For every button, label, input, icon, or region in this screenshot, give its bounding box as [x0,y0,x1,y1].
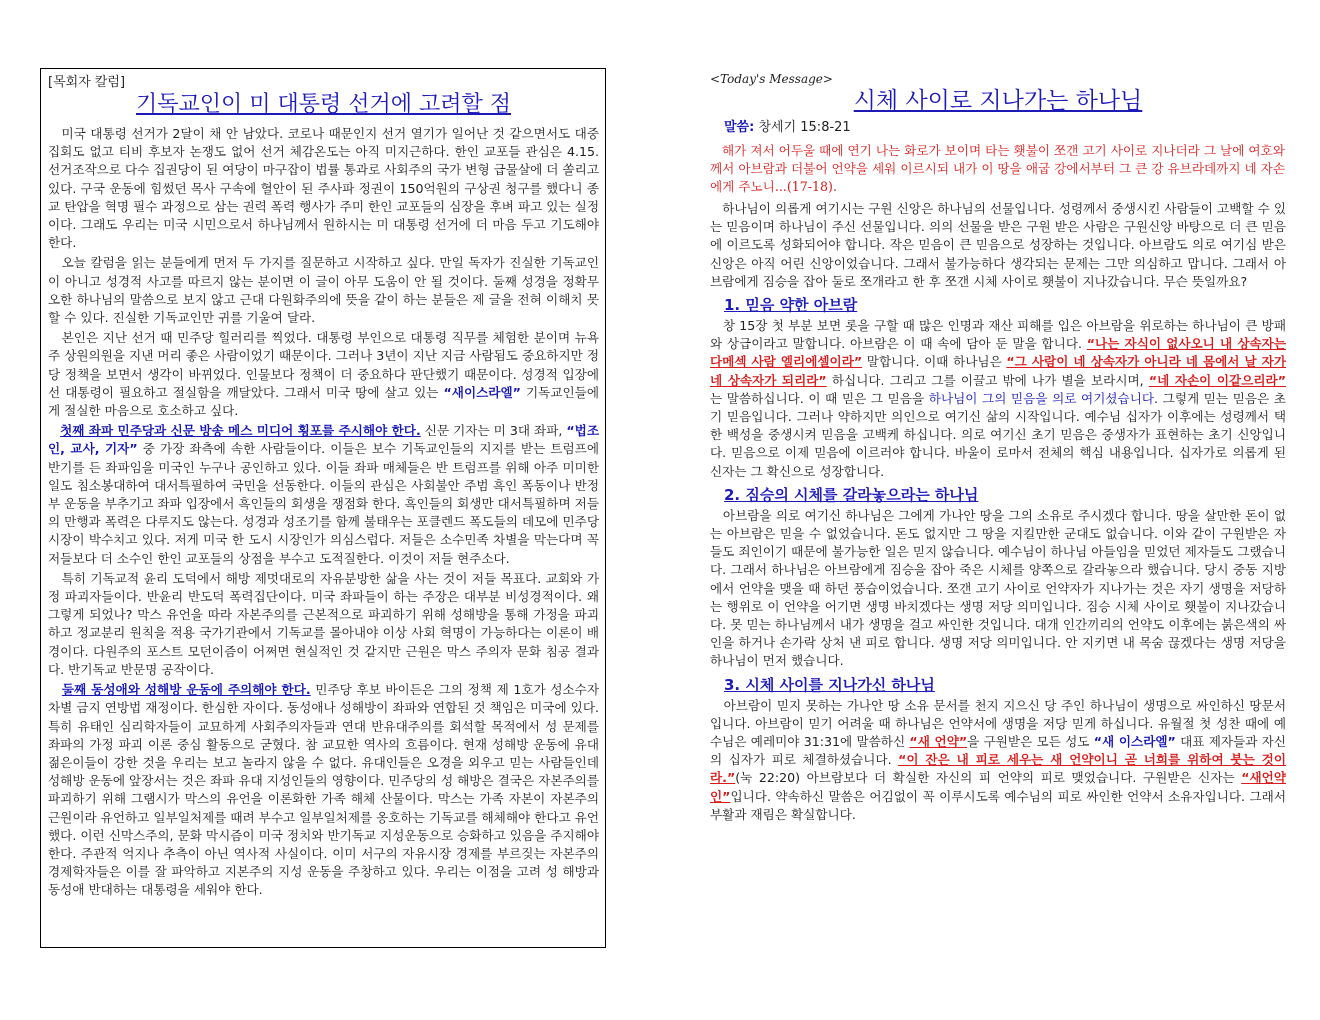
second-point-heading: 둘째 동성애와 성해방 운동에 주의해야 한다. [61,682,311,698]
first-point-heading: 첫째 좌파 민주당과 신문 방송 메스 미디어 횡포를 주시해야 한다. [60,423,421,439]
column-paragraph-4: 첫째 좌파 민주당과 신문 방송 메스 미디어 횡포를 주시해야 한다. 신문 기자는 미 3대 좌파, “법조인, 교사, 기자” 중 가장 좌측에 속한 사람들이다. 이들은 보수 기독교인들의 지지를 받는 트럼프에 반기를 든 좌파임을 미국인 누구나 공인하고 있다. 이들 좌파 매체들은 반 트럼프를 위해 아주 미미한 일도 침소봉대하여 대서특필하여 국민을 선동한다. 이들의 관심은 사회불안 주범 흑인 폭동이나 반정부 운동을 부추기고 좌파 입장에서 흑인들의 회생을 쟁점화 한다. 흑인들의 회생만 대서특필하며 저들의 만행과 폭력은 다루지도 않는다. 성경과 성조기를 함께 불태우는 포클렌드 폭도들의 데모에 민주당 시장이 박수치고 있다. 저게 미국 한 도시 시장인가 의심스럽다. 저들은 소수민족 차별을 막는다며 꼭 저들보다 더 소수인 한인 교포들의 상점을 부수고 도적질한다. 이것이 저들 현주소다. [48,423,599,566]
message-tag: <Today's Message> [710,72,833,86]
cup-covenant-quote: “이 잔은 내 피로 세우는 새 언약이니 곧 너희를 위하여 붓는 것이라.” [710,752,1286,786]
column-paragraph-3: 본인은 지난 선거 때 민주당 힐러리를 찍었다. 대통령 부인으로 대통령 직무를 체험한 분이며 뉴욕주 상원의원을 지낸 머리 좋은 사람이었기 때문이다. 그러나 3년이 지난 지금 사람됨도 중요하지만 정당 정책을 보면서 생각이 바뀌었다. 인물보다 정책이 더 중요하다 판단했기 때문이다. 성경적 입장에 선 대통령이 필요하고 절실함을 깨달았다. 그래서 미국 땅에 살고 있는 “새이스라엘” 기독교인들에게 절실한 마음으로 호소하고 싶다. [48,330,600,419]
column-tag: [목회자 칼럼] [48,75,126,90]
column-paragraph-2: 오늘 칼럼을 읽는 분들에게 먼저 두 가지를 질문하고 시작하고 싶다. 만일 독자가 진실한 기독교인이 아니고 성경적 사고를 따르지 않는 분이면 이 글이 아무 도움이 안 될 것이다. 둘째 성경을 정확무오한 하나님의 말씀으로 보지 않고 근대 다원화주의에 뜻을 같이 하는 분들은 제 글을 전혀 이해치 못할 수 있다. 진실한 기독교인만 귀를 기울여 달라. [48,255,599,326]
todays-message-panel [710,72,1286,972]
section-3-body: 아브람이 믿지 못하는 가나안 땅 소유 문서를 천지 지으신 당 주인 하나님이 생명으로 싸인하신 땅문서입니다. 아브람이 믿기 어려울 때 하나님은 언약서에 생명을 저당 믿게 하십니다. 유월절 첫 성찬 때에 예수님은 예레미야 31:31에 말씀하신 “새 언약”을 구원받은 모든 성도 “새 이스라엘” 대표 제자들과 자신의 십자가 피로 체결하셨습니다. “이 잔은 내 피로 세우는 새 언약이니 곧 너희를 위하여 붓는 것이라.”(눅 22:20) 아브람보다 더 확실한 자신의 피 언약의 피로 맺었습니다. 구원받은 신자는 “새언약인”입니다. 약속하신 말씀은 어김없이 꼭 이루시도록 예수님의 피로 싸인한 언약서 소유자입니다. 그래서 부활과 재림은 확실합니다. [710,697,1286,822]
descendants-quote: “네 자손이 이같으리라” [1148,372,1286,388]
scripture-quote: 해가 져서 어두울 때에 연기 나는 화로가 보이며 타는 횃불이 쪼갠 고기 사이로 지나더라 그 날에 여호와께서 아브람과 더불어 언약을 세워 이르시되 내가 이 땅을 애굽 강에서부터 그 큰 강 유브라데까지 네 자손에게 주노니...(17-18). [710,143,1286,194]
pastor-column-panel [40,68,606,948]
column-paragraph-5: 특히 기독교적 윤리 도덕에서 해방 제멋대로의 자유분방한 삶을 사는 것이 저들 목표다. 교회와 가정 파괴자들이다. 반윤리 반도덕 폭력집단이다. 미국 좌파들이 하는 주장은 대부분 비성경적이다. 왜 그렇게 되었나? 막스 유언을 따라 자본주의를 근본적으로 파괴하기 위해 성해방을 통해 가정을 파괴하고 정교분리 원칙을 적용 국가기관에서 기독교를 몰아내야 이상 사회 혁명이 가능하다는 이론이 배경이다. 다원주의 포스트 모던이즘이 어쩌면 현실적인 것 같지만 근원은 막스 주의자 문화 침공 결과다. 반기독교 반문명 공작이다. [48,570,599,677]
new-israel-highlight-2: “새 이스라엘” [1093,734,1176,750]
righteousness-highlight: 하나님이 그의 믿음을 의로 여기셨습니다. [928,390,1159,406]
column-paragraph-1: 미국 대통령 선거가 2달이 채 안 남았다. 코로나 때문인지 선거 열기가 일어난 것 같으면서도 대중 집회도 없고 티비 후보자 논쟁도 없어 선거 체감온도는 아직 미지근하다. 한인 교포들 관심은 4.15. 선거조작으로 다수 집권당이 된 여당이 마구잡이 법률 통과로 사회주의 국가 변형 급물살에 더 쏠리고 있다. 구국 운동에 힘썼던 목사 구속에 혈안이 된 주사파 정권이 150억원의 구상권 청구를 했다니 종교 탄압을 혁명 필수 과정으로 삼는 권력 폭력 행사가 주미 한인 교포들의 심장을 후벼 파고 있는 실정이다. 그래도 우리는 미국 시민으로서 하나님께서 원하시는 미 대통령 선거에 더 마음 두고 기도해야 한다. [48,126,600,251]
heir-promise-quote: “그 사람이 네 상속자가 아니라 네 몸에서 날 자가 네 상속자가 되리라” [710,354,1286,388]
scripture-reference: 말씀: 창세기 15:8-21 [724,120,851,135]
new-israel-highlight: “새이스라엘” [443,384,521,400]
section-2-body: 아브람을 의로 여기신 하나님은 그에게 가나안 땅을 그의 소유로 주시겠다 합니다. 땅을 살만한 돈이 없는 아브람은 믿을 수 없었습니다. 돈도 없지만 그 땅을 지킬만한 군대도 없습니다. 이와 같이 구원받은 자들도 죄인이기 때문에 불가능한 일은 믿지 않습니다. 예수님이 하나님 아들임을 믿었던 제자들도 그랬습니다. 그래서 하나님은 아브람에게 짐승을 잡아 죽은 시체를 양쪽으로 갈라놓으라 했습니다. 당시 중동 지방에서 언약을 맺을 때 하던 풍습이었습니다. 쪼갠 고기 사이로 언약자가 지나가는 것은 자기 생명을 저당하는 행위로 이 언약을 어기면 생명 바치겠다는 생명 저당 의미입니다. 짐승 시체 사이로 횃불이 지나갔습니다. 못 믿는 하나님께서 내가 생명을 걸고 싸인한 것입니다. 대개 인간끼리의 언약도 이후에는 붉은색의 싸인을 하거나 손가락 상처 낸 피로 합니다. 생명 저당 의미입니다. 안 지키면 내 목숨 끊겠다는 생명 저당을 하나님이 먼저 했습니다. [710,507,1286,669]
section-1-heading: 1. 믿음 약한 아브람 [724,296,858,315]
section-2-heading: 2. 짐승의 시체를 갈라놓으라는 하나님 [724,485,979,504]
three-left-groups-highlight: “법조인, 교사, 기자” [48,423,599,457]
reference-label: 말씀: [724,120,755,135]
column-title: 기독교인이 미 대통령 선거에 고려할 점 [136,92,511,117]
new-covenant-highlight: “새 언약” [909,734,968,750]
message-title: 시체 사이로 지나가는 하나님 [853,88,1143,114]
section-3-heading: 3. 시체 사이를 지나가신 하나님 [724,675,935,694]
new-covenant-people-highlight: “새언약인” [710,770,1286,804]
message-intro: 하나님이 의롭게 여기시는 구원 신앙은 하나님의 선물입니다. 성령께서 중생시킨 사람들이 고백할 수 있는 믿음이며 하나님이 주신 선물입니다. 의의 선물을 받은 구원 받은 사람은 구원신앙 바탕으로 더 큰 믿음에 이르도록 성화되어야 합니다. 작은 믿음이 큰 믿음으로 성장하는 것입니다. 아브람도 의로 여기심 받은 신앙은 아직 어린 신앙이었습니다. 그래서 불가능하다 생각되는 문제는 그만 의심하고 맙니다. 그래서 아브람에게 짐승을 잡아 둘로 쪼개라고 한 후 쪼갠 시체 사이로 횃불이 지나갔습니다. 무슨 뜻일까요? [710,201,1286,289]
section-1-body: 창 15장 첫 부분 보면 롯을 구할 때 많은 인명과 재산 피해를 입은 아브람을 위로하는 하나님이 큰 방패와 상급이라고 말합니다. 아브람은 이 때 속에 담아 둔 말을 합니다. “나는 자식이 없사오니 내 상속자는 다메섹 사람 엘리에셀이라” 말합니다. 이때 하나님은 “그 사람이 네 상속자가 아니라 네 몸에서 날 자가 네 상속자가 되리라” 하십니다. 그리고 그를 이끌고 밖에 나가 별을 보라시며, “네 자손이 이같으리라” 는 말씀하십니다. 이 때 믿은 그 믿음을 하나님이 그의 믿음을 의로 여기셨습니다. 그렇게 믿는 믿음은 초기 믿음입니다. 그러나 약하지만 의인으로 여기신 삶의 시작입니다. 예수님 십자가 이후에는 성령께서 택한 백성을 중생시켜 믿음을 고백케 하십니다. 의로 여기신 초기 믿음은 중생자가 표현하는 초기 신앙입니다. 믿음으로 이제 믿음에 이르러야 합니다. 바울이 로마서 전체의 핵심 내용입니다. 십자가로 의롭게 된 신자는 그 확신으로 성장합니다. [710,318,1286,479]
abram-quote: “나는 자식이 없사오니 내 상속자는 다메섹 사람 엘리에셀이라” [710,336,1286,370]
column-paragraph-6: 둘째 동성애와 성해방 운동에 주의해야 한다. 민주당 후보 바이든은 그의 정책 제 1호가 성소수자 차별 금지 연방법 재정이다. 한심한 자이다. 동성애나 성해방이 좌파와 연합된 것 책임은 미국에 있다. 특히 유태인 심리학자들이 교묘하게 사회주의자들과 연대 반유대주의를 회석할 목적에서 성 문제를 좌파의 가정 파괴 이론 중심 활동으로 굳혔다. 참 교묘한 역사의 흐름이다. 현재 성해방 운동에 유대 젊은이들이 강한 것을 우리는 보고 놀라지 않을 수 없다. 유대인들은 오경을 외우고 믿는 사람들인데 성해방 운동에 앞장서는 것은 좌파 유대 지성인들의 영향이다. 민주당의 성 해방은 결국은 자본주의를 파괴하기 위해 그램시가 막스의 유언을 이론화한 가족 해체 산물이다. 막스는 가족 자본이 자본주의 근원이라 유언하고 일부일처제를 때려 부수고 일부일처제를 옹호하는 기독교를 해체해야 한다고 유언했다. 이런 신막스주의, 문화 막시즘이 미국 정치와 반기독교 지성운동으로 승화하고 있음을 주지해야 한다. 주관적 억지나 추측이 아닌 역사적 사실이다. 이미 서구의 자유시장 경제를 부르짖는 자본주의 경제학자들은 이를 잘 파악하고 지본주의 지성 운동을 주창하고 있다. 우리는 이점을 고려 성 해방과 동성애 반대하는 대통령을 세워야 한다. [48,682,599,898]
